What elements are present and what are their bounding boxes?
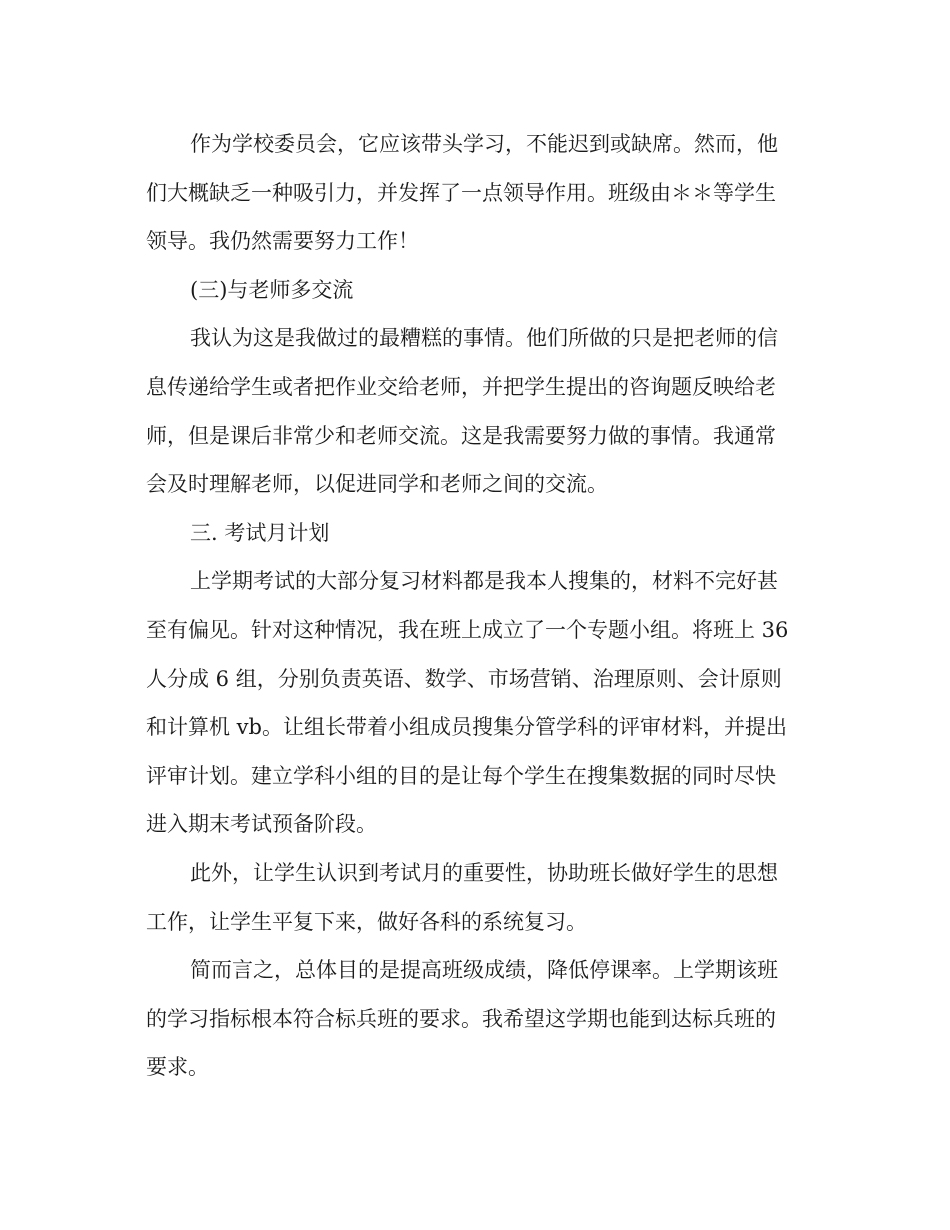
text-line: 的学习指标根本符合标兵班的要求。我希望这学期也能到达标兵班的 xyxy=(146,1006,776,1031)
text-line: 进入期末考试预备阶段。 xyxy=(146,812,377,837)
text-line: 我认为这是我做过的最糟糕的事情。他们所做的只是把老师的信 xyxy=(190,326,778,351)
text-line: 领导。我仍然需要努力工作！ xyxy=(146,229,419,254)
text-line: 会及时理解老师，以促进同学和老师之间的交流。 xyxy=(146,472,608,497)
text-line: 工作，让学生平复下来，做好各科的系统复习。 xyxy=(146,909,587,934)
text-line: 作为学校委员会，它应该带头学习，不能迟到或缺席。然而，他 xyxy=(190,132,778,156)
text-line: 要求。 xyxy=(146,1055,209,1080)
text-line: 人分成 6 组，分别负责英语、数学、市场营销、治理原则、会计原则 xyxy=(146,666,782,691)
paragraph xyxy=(146,946,806,1092)
section-heading xyxy=(146,266,806,315)
heading-text: (三)与老师多交流 xyxy=(190,277,354,302)
text-line: 息传递给学生或者把作业交给老师，并把学生提出的咨询题反映给老 xyxy=(146,374,776,399)
document-body xyxy=(146,120,806,1092)
text-line: 至有偏见。针对这种情况，我在班上成立了一个专题小组。将班上 36 xyxy=(146,617,789,642)
paragraph xyxy=(146,849,806,946)
paragraph xyxy=(146,314,806,508)
text-line: 此外，让学生认识到考试月的重要性，协助班长做好学生的思想 xyxy=(190,860,778,885)
text-line: 简而言之，总体目的是提高班级成绩，降低停课率。上学期该班 xyxy=(190,958,778,983)
text-line: 师，但是课后非常少和老师交流。这是我需要努力做的事情。我通常 xyxy=(146,423,776,448)
text-line: 们大概缺乏一种吸引力，并发挥了一点领导作用。班级由＊＊等学生 xyxy=(146,180,776,205)
paragraph xyxy=(146,120,806,266)
text-line: 和计算机 vb。让组长带着小组成员搜集分管学科的评审材料，并提出 xyxy=(146,715,787,740)
text-line: 上学期考试的大部分复习材料都是我本人搜集的，材料不完好甚 xyxy=(190,569,778,594)
heading-text: 三. 考试月计划 xyxy=(190,520,330,545)
paragraph xyxy=(146,557,806,849)
text-line: 评审计划。建立学科小组的目的是让每个学生在搜集数据的同时尽快 xyxy=(146,763,776,788)
section-heading xyxy=(146,509,806,558)
